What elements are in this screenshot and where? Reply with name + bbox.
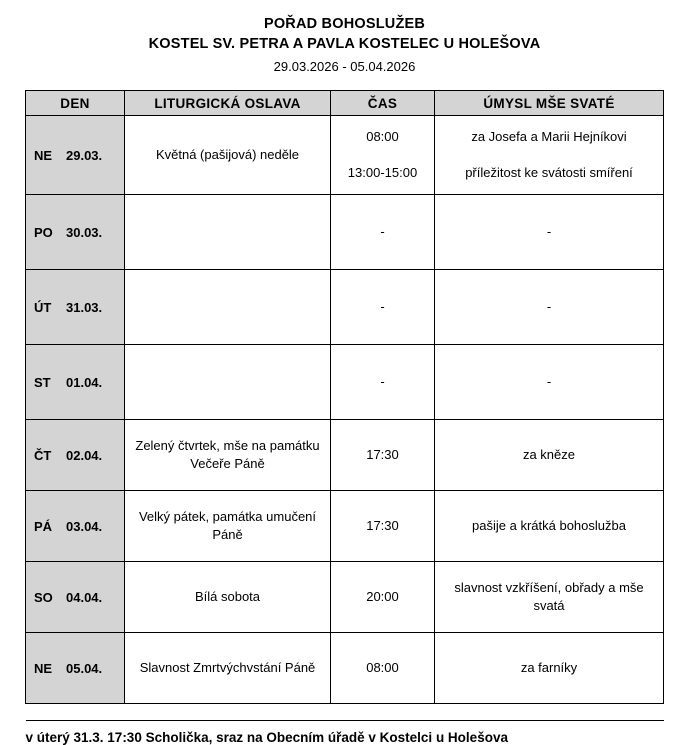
header-date-range: 29.03.2026 - 05.04.2026 (273, 59, 416, 74)
row-day-cell (26, 562, 125, 633)
table-row (26, 633, 664, 704)
table-row (26, 491, 664, 562)
row-day-of-week: PÁ (34, 518, 53, 534)
row-day-cell (26, 116, 125, 195)
row-time-cell: - (331, 195, 435, 270)
row-intention-cell: slavnost vzkříšení, obřady a mše svatá (435, 562, 664, 633)
header-title-line-1: POŘAD BOHOSLUŽEB (263, 16, 426, 32)
row-intention-primary: za Josefa a Marii Hejníkovi (471, 129, 627, 144)
row-time-cell: - (331, 270, 435, 345)
row-day-cell (26, 345, 125, 420)
table-row (26, 270, 664, 345)
row-day-cell (26, 195, 125, 270)
row-day-of-week: ÚT (34, 299, 52, 315)
row-celebration (125, 270, 331, 345)
row-date: 01.04. (66, 374, 103, 390)
row-day-of-week: ST (34, 374, 51, 390)
document-header (0, 0, 689, 77)
row-intention-cell: za kněze (435, 420, 664, 491)
row-time-cell: 17:30 (331, 491, 435, 562)
row-day-cell (26, 491, 125, 562)
row-celebration (125, 195, 331, 270)
row-day-cell (26, 633, 125, 704)
table-row (26, 116, 664, 195)
row-intention-cell (435, 116, 664, 195)
row-date: 03.04. (66, 518, 103, 534)
row-day-of-week: SO (34, 589, 53, 605)
column-header-celebration: LITURGICKÁ OSLAVA (125, 91, 331, 116)
row-day-of-week: NE (34, 660, 53, 676)
row-intention-cell: - (435, 345, 664, 420)
table-row (26, 195, 664, 270)
row-intention-cell: pašije a krátká bohoslužba (435, 491, 664, 562)
row-time-cell: 20:00 (331, 562, 435, 633)
row-time-primary: 08:00 (366, 129, 399, 144)
row-date: 31.03. (66, 299, 103, 315)
footer-note: v úterý 31.3. 17:30 Scholička, sraz na Obecním úřadě v Kostelci u Holešova (25, 730, 508, 745)
table-header-row (26, 91, 664, 116)
row-time-secondary: 13:00-15:00 (347, 165, 418, 180)
row-day-cell (26, 420, 125, 491)
table-row (26, 562, 664, 633)
row-celebration: Zelený čtvrtek, mše na památku Večeře Páně (125, 420, 331, 491)
row-celebration: Velký pátek, památka umučení Páně (125, 491, 331, 562)
row-date: 30.03. (66, 224, 103, 240)
column-header-time: ČAS (331, 91, 435, 116)
row-time-cell (331, 116, 435, 195)
row-celebration: Bílá sobota (125, 562, 331, 633)
row-celebration: Květná (pašijová) neděle (125, 116, 331, 195)
row-time-cell: 17:30 (331, 420, 435, 491)
row-time-cell: 08:00 (331, 633, 435, 704)
row-day-of-week: NE (34, 147, 53, 163)
table-row (26, 345, 664, 420)
table-row (26, 420, 664, 491)
row-date: 02.04. (66, 447, 103, 463)
row-day-of-week: PO (34, 224, 53, 240)
row-day-of-week: ČT (34, 447, 52, 463)
row-intention-cell: - (435, 270, 664, 345)
row-time-cell: - (331, 345, 435, 420)
row-celebration: Slavnost Zmrtvýchvstání Páně (125, 633, 331, 704)
row-date: 29.03. (66, 147, 103, 163)
row-date: 05.04. (66, 660, 103, 676)
row-date: 04.04. (66, 589, 103, 605)
row-day-cell (26, 270, 125, 345)
column-header-intention: ÚMYSL MŠE SVATÉ (435, 91, 664, 116)
header-title-line-2: KOSTEL SV. PETRA A PAVLA KOSTELEC U HOLEŠOVA (148, 36, 541, 52)
row-intention-secondary: příležitost ke svátosti smíření (465, 165, 633, 180)
schedule-table (25, 90, 664, 704)
row-intention-cell: za farníky (435, 633, 664, 704)
row-intention-cell: - (435, 195, 664, 270)
column-header-day: DEN (26, 91, 125, 116)
row-celebration (125, 345, 331, 420)
